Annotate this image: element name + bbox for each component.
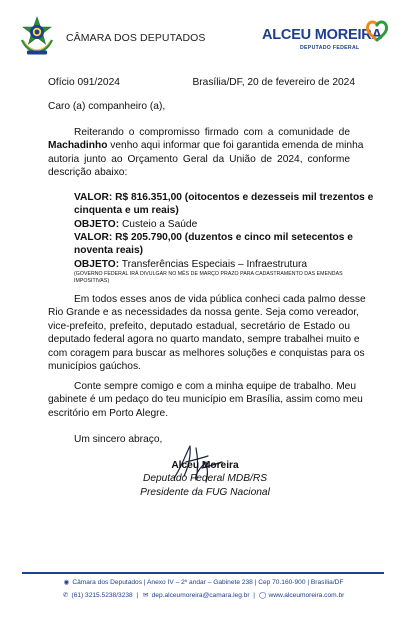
email-icon: ✉ [143,592,149,599]
paragraph-line: vice-prefeito, prefeito, deputado estadual, secretário de Estado ou [48,320,350,332]
footer-address-line [0,578,406,586]
paragraph-career [48,293,366,373]
heart-icon [365,20,389,42]
objeto-line: OBJETO: Custeio a Saúde [74,218,198,230]
footer-phone: (61) 3215.5238/3238 [71,592,133,599]
logo-name: ALCEU MOREIRA [262,27,382,43]
paragraph-line: Conte sempre comigo e com a minha equipe de trabalho. Meu [74,381,357,392]
letter-reference: Ofício 091/2024 [48,77,120,88]
valor-words: noventa reais) [74,245,144,257]
signer-role: Presidente da FUG Nacional [140,486,270,498]
paragraph-line: gabinete é um pedaço do teu município em Brasília, assim como meu [48,394,363,406]
closing: Um sincero abraço, [74,434,163,445]
paragraph-contact [48,380,363,420]
valor-words: cinquenta e um reais) [74,205,179,217]
paragraph-line: descrição abaixo: [48,167,128,179]
paragraph-line: deputado federal agora no quarto mandato, sempre trabalhei muito e [48,334,360,346]
chamber-name: CÂMARA DOS DEPUTADOS [66,32,206,44]
paragraph-line: Em todos esses anos de vida pública conheci cada palmo desse [74,294,366,305]
logo-subtitle: DEPUTADO FEDERAL [300,45,360,51]
brazil-coat-of-arms-icon [18,16,56,56]
letter-date: Brasília/DF, 20 de fevereiro de 2024 [192,77,355,88]
objeto-line: OBJETO: Transferências Especiais – Infraestrutura [74,258,308,270]
paragraph-line: escritório em Porto Alegre. [48,407,169,419]
amendment-item-2 [74,231,353,284]
paragraph-line: com coragem para buscar as melhores soluções e conquistas para os [48,347,365,359]
municipality-name: Machadinho [48,140,108,152]
footer-rule [22,572,384,574]
greeting: Caro (a) companheiro (a), [48,101,166,112]
footer-contact-line: ✆ (61) 3215.5238/3238 | ✉ dep.alceumoreira@camara.leg.br | ◯ www.alceumoreira.com.br [62,592,345,599]
paragraph-line: municípios gaúchos. [48,361,141,373]
paragraph-line: autoria junto ao Orçamento Geral da União de 2024, conforme [48,153,350,165]
paragraph-line: Machadinho venho aqui informar que foi garantida emenda de minha [48,140,364,152]
alceu-moreira-logo [262,20,390,56]
footer-address: Câmara dos Deputados | Anexo IV – 2º andar – Gabinete 238 | Cep 70.160-900 | Brasília/DF [72,579,344,586]
paragraph-line: Reiterando o compromisso firmado com a comunidade de [74,127,350,138]
government-note: (GOVERNO FEDERAL IRÁ DIVULGAR NO MÊS DE MARÇO PRAZO PARA CADASTRAMENTO DAS EMENDAS [74,271,343,278]
valor-amount: R$ 205.790,00 [115,232,182,243]
signer-name: Alceu Moreira [171,460,239,471]
valor-line: VALOR: R$ 816.351,00 (oitocentos e dezesseis mil trezentos e [74,192,374,203]
location-pin-icon: ◉ [63,579,70,586]
signer-role: Deputado Federal MDB/RS [142,473,267,485]
paragraph-intro [48,126,364,180]
government-note: IMPOSITIVAS) [74,277,110,284]
footer-email[interactable]: dep.alceumoreira@camara.leg.br [151,592,250,599]
paragraph-line: Rio Grande e as necessidades da nossa gente. Seja como vereador, [48,307,359,319]
signer-block [140,459,270,499]
footer-website[interactable]: www.alceumoreira.com.br [268,592,345,599]
phone-icon: ✆ [62,592,69,599]
valor-line: VALOR: R$ 205.790,00 (duzentos e cinco mil setecentos e [74,232,353,243]
globe-icon: ◯ [258,592,267,599]
amendment-item-1 [74,191,374,231]
valor-amount: R$ 816.351,00 [115,192,182,203]
